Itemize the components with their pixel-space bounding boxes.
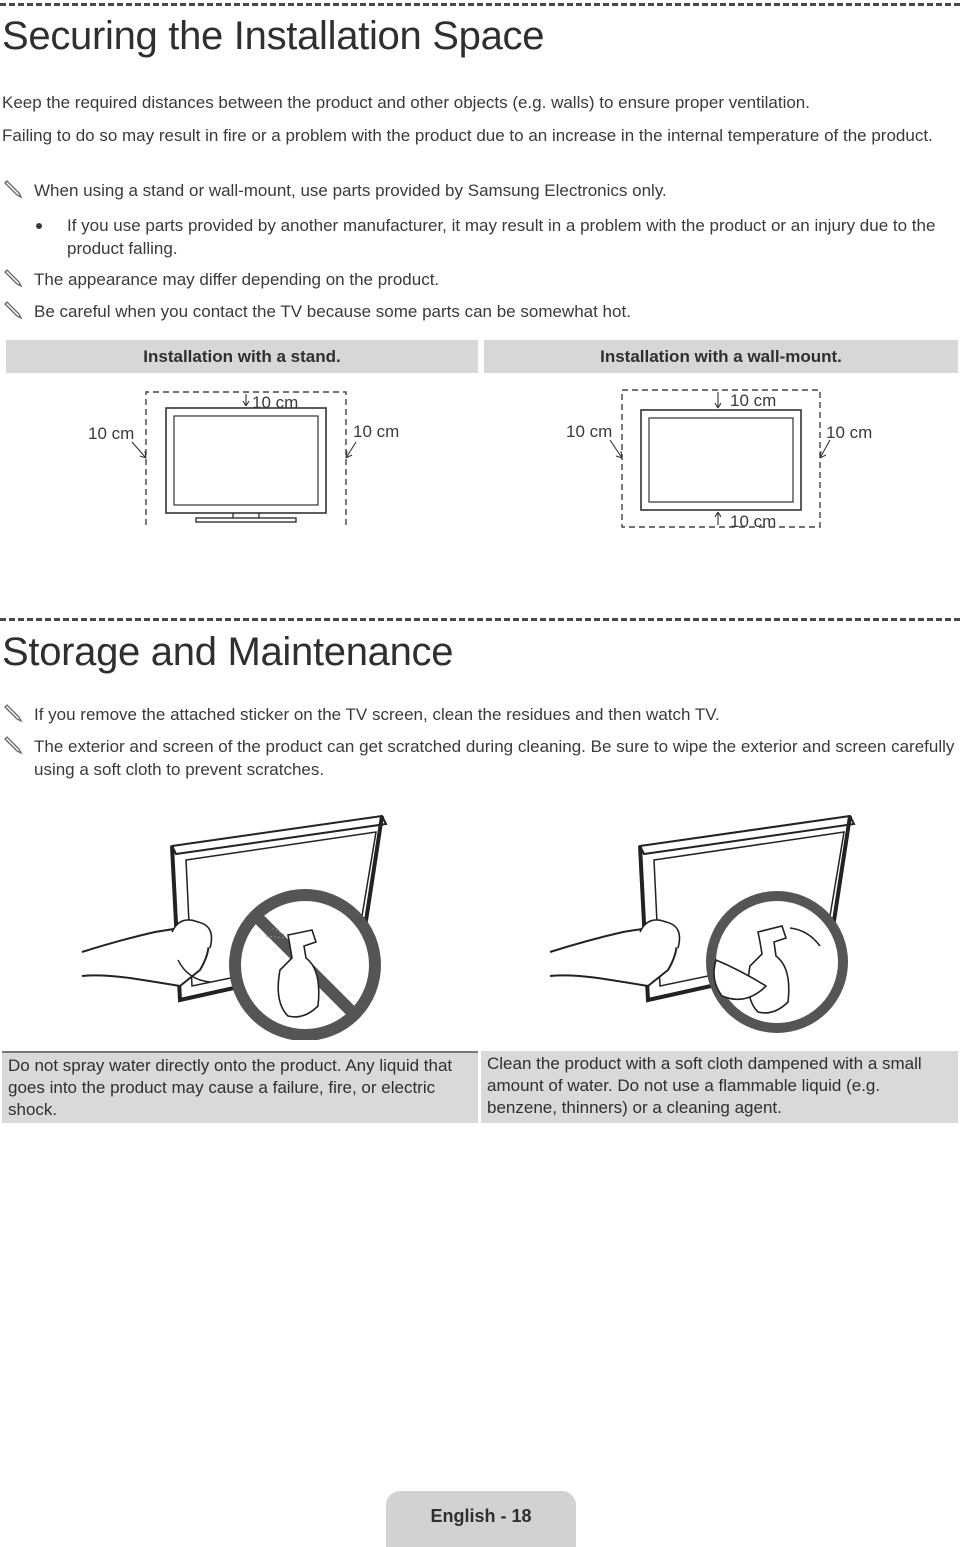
paragraph-distances: Keep the required distances between the product and other objects (e.g. walls) to ensure proper ventilation.	[2, 93, 810, 112]
cloth-cleaning-illustration	[540, 810, 940, 1040]
note-text: When using a stand or wall-mount, use parts provided by Samsung Electronics only.	[34, 181, 667, 200]
pencil-note-icon	[2, 300, 26, 323]
note-sticker	[2, 703, 958, 726]
note-text: The appearance may differ depending on the product.	[34, 270, 440, 289]
note-appearance	[2, 268, 958, 291]
caption-do-not-spray: Do not spray water directly onto the product. Any liquid that goes into the product may cause a failure, fire, or electric shock.	[2, 1051, 478, 1123]
wall-top-dimension: 10 cm	[730, 391, 777, 410]
bullet-dot	[36, 223, 42, 229]
pencil-note-icon	[2, 179, 26, 202]
wall-left-dimension: 10 cm	[566, 422, 613, 441]
wall-installation-diagram	[480, 380, 960, 530]
paragraph-failing: Failing to do so may result in fire or a problem with the product due to an increase in the internal temperature of the product.	[2, 126, 933, 145]
wall-right-dimension: 10 cm	[826, 423, 873, 442]
note-text: The exterior and screen of the product can get scratched during cleaning. Be sure to wipe the exterior and screen carefully using a soft cloth to prevent scratches.	[34, 737, 955, 779]
section-title-installation: Securing the Installation Space	[2, 14, 545, 58]
bullet-text: If you use parts provided by another manufacturer, it may result in a problem with the product or an injury due to the product falling.	[67, 216, 936, 258]
middle-dashed-rule	[0, 618, 960, 621]
bullet-other-manufacturer	[2, 214, 958, 260]
stand-installation-diagram	[0, 380, 480, 530]
wall-bottom-dimension: 10 cm	[730, 512, 777, 531]
pencil-note-icon	[2, 735, 26, 758]
note-samsung-parts	[2, 179, 958, 202]
top-dashed-rule	[0, 3, 960, 6]
section-title-storage: Storage and Maintenance	[2, 630, 454, 674]
note-text: Be careful when you contact the TV because some parts can be somewhat hot.	[34, 302, 631, 321]
pencil-note-icon	[2, 703, 26, 726]
caption-clean-with-cloth: Clean the product with a soft cloth dampened with a small amount of water. Do not use a flammable liquid (e.g. benzene, thinners) or a cleaning agent.	[481, 1051, 958, 1123]
spray-prohibited-illustration	[60, 810, 460, 1040]
note-hot-parts	[2, 300, 958, 323]
note-scratches	[2, 735, 958, 781]
stand-left-dimension: 10 cm	[88, 424, 135, 443]
pencil-note-icon	[2, 268, 26, 291]
note-text: If you remove the attached sticker on the TV screen, clean the residues and then watch TV.	[34, 705, 720, 724]
stand-installation-header: Installation with a stand.	[6, 340, 478, 373]
wall-installation-header: Installation with a wall-mount.	[484, 340, 958, 373]
page-number-tab: English - 18	[386, 1491, 576, 1547]
stand-right-dimension: 10 cm	[353, 422, 400, 441]
stand-top-dimension: 10 cm	[252, 393, 299, 412]
